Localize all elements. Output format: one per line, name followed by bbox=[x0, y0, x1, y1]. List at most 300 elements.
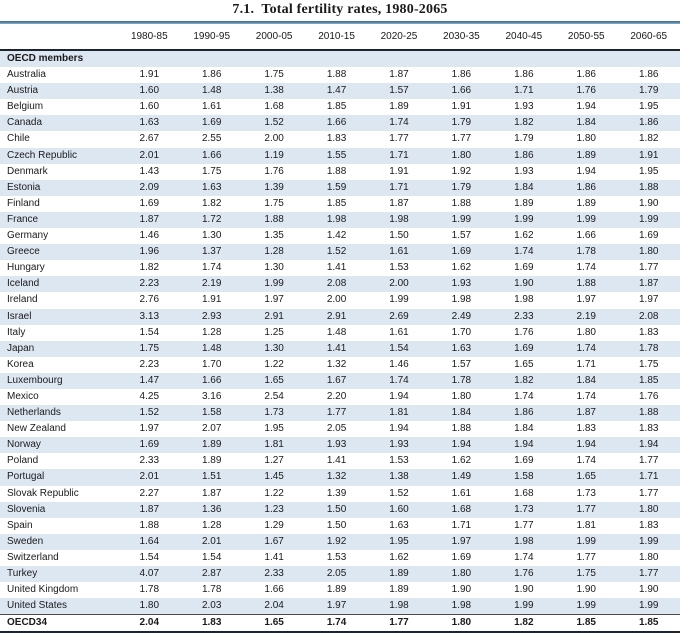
value-cell: 1.73 bbox=[264, 407, 284, 419]
value-cell: 1.80 bbox=[451, 390, 472, 402]
value-cell: 1.83 bbox=[638, 423, 659, 435]
value-cell: 1.22 bbox=[264, 358, 284, 370]
country-name-cell: Finland bbox=[7, 197, 40, 209]
value-cell: 2.09 bbox=[139, 181, 160, 193]
value-cell: 1.86 bbox=[514, 149, 534, 161]
value-cell: 1.58 bbox=[514, 471, 534, 483]
country-name-cell: Belgium bbox=[7, 101, 44, 113]
value-cell: 1.52 bbox=[264, 117, 284, 129]
value-cell: 1.89 bbox=[326, 584, 347, 596]
value-cell: 1.45 bbox=[264, 471, 284, 483]
value-cell: 1.70 bbox=[201, 358, 222, 370]
value-cell: 1.95 bbox=[389, 535, 409, 547]
value-cell: 1.73 bbox=[576, 487, 596, 499]
value-cell: 1.99 bbox=[576, 535, 596, 547]
value-cell: 1.38 bbox=[264, 85, 284, 97]
value-cell: 1.94 bbox=[576, 101, 596, 113]
value-cell: 1.69 bbox=[514, 342, 534, 354]
country-name-cell: Denmark bbox=[7, 165, 48, 177]
country-name-cell: Austria bbox=[7, 85, 39, 97]
table-row bbox=[0, 99, 680, 115]
value-cell: 1.90 bbox=[576, 584, 596, 596]
value-cell: 1.89 bbox=[389, 584, 409, 596]
value-cell: 1.75 bbox=[201, 165, 222, 177]
value-cell: 1.53 bbox=[389, 455, 409, 467]
value-cell: 1.88 bbox=[264, 213, 284, 225]
value-cell: 1.66 bbox=[326, 117, 347, 129]
value-cell: 1.96 bbox=[139, 246, 160, 258]
table-row bbox=[0, 486, 680, 502]
value-cell: 1.98 bbox=[389, 600, 409, 612]
table-row bbox=[0, 276, 680, 292]
country-name-cell: Poland bbox=[7, 455, 39, 467]
value-cell: 1.66 bbox=[201, 374, 222, 386]
table-body bbox=[0, 50, 680, 632]
value-cell: 1.71 bbox=[451, 519, 472, 531]
value-cell: 1.69 bbox=[514, 262, 534, 274]
value-cell: 1.85 bbox=[576, 617, 596, 629]
year-header-row bbox=[0, 24, 680, 50]
table-row bbox=[0, 115, 680, 131]
value-cell: 1.87 bbox=[389, 69, 409, 81]
value-cell: 1.83 bbox=[326, 133, 347, 145]
value-cell: 1.39 bbox=[326, 487, 347, 499]
value-cell: 1.50 bbox=[389, 230, 409, 242]
value-cell: 1.79 bbox=[638, 85, 659, 97]
value-cell: 1.53 bbox=[389, 262, 409, 274]
value-cell: 1.85 bbox=[326, 101, 347, 113]
value-cell: 1.66 bbox=[451, 85, 472, 97]
year-column-header: 2050-55 bbox=[555, 24, 617, 50]
table-row bbox=[0, 437, 680, 453]
value-cell: 1.59 bbox=[326, 181, 347, 193]
value-cell: 1.94 bbox=[576, 439, 596, 451]
value-cell: 2.33 bbox=[139, 455, 160, 467]
table-row bbox=[0, 83, 680, 99]
value-cell: 1.84 bbox=[576, 374, 596, 386]
value-cell: 1.85 bbox=[326, 197, 347, 209]
value-cell: 2.54 bbox=[264, 390, 284, 402]
country-name-cell: Switzerland bbox=[7, 551, 59, 563]
value-cell: 1.76 bbox=[514, 568, 534, 579]
value-cell: 1.71 bbox=[514, 85, 534, 97]
value-cell: 1.95 bbox=[638, 101, 659, 113]
value-cell: 1.87 bbox=[201, 487, 222, 499]
value-cell: 1.97 bbox=[264, 294, 284, 306]
value-cell: 1.88 bbox=[326, 69, 347, 81]
value-cell: 1.90 bbox=[638, 197, 659, 209]
total-row bbox=[0, 615, 680, 633]
value-cell: 1.41 bbox=[326, 342, 347, 354]
value-cell: 1.63 bbox=[201, 181, 222, 193]
value-cell: 1.91 bbox=[451, 101, 472, 113]
value-cell: 1.84 bbox=[514, 423, 534, 435]
value-cell: 3.13 bbox=[139, 310, 160, 322]
value-cell: 1.99 bbox=[389, 294, 409, 306]
value-cell: 1.87 bbox=[576, 407, 596, 419]
value-cell: 1.54 bbox=[139, 326, 160, 338]
value-cell: 1.88 bbox=[638, 181, 659, 193]
value-cell: 1.82 bbox=[514, 617, 534, 629]
value-cell: 1.94 bbox=[514, 439, 534, 451]
value-cell: 1.94 bbox=[451, 439, 472, 451]
value-cell: 1.55 bbox=[326, 149, 347, 161]
value-cell: 1.86 bbox=[514, 407, 534, 419]
value-cell: 1.66 bbox=[201, 149, 222, 161]
value-cell: 1.76 bbox=[638, 390, 659, 402]
country-name-cell: Slovak Republic bbox=[7, 487, 79, 499]
value-cell: 1.89 bbox=[576, 149, 596, 161]
value-cell: 1.75 bbox=[264, 197, 284, 209]
table-row bbox=[0, 228, 680, 244]
value-cell: 2.08 bbox=[326, 278, 347, 290]
value-cell: 1.39 bbox=[264, 181, 284, 193]
value-cell: 1.99 bbox=[576, 213, 596, 225]
value-cell: 1.80 bbox=[576, 326, 596, 338]
value-cell: 1.35 bbox=[264, 230, 284, 242]
value-cell: 1.78 bbox=[451, 374, 472, 386]
country-name-cell: Canada bbox=[7, 117, 43, 129]
value-cell: 1.62 bbox=[451, 455, 472, 467]
value-cell: 1.89 bbox=[514, 197, 534, 209]
value-cell: 4.07 bbox=[139, 568, 160, 579]
value-cell: 1.69 bbox=[201, 117, 222, 129]
value-cell: 1.88 bbox=[139, 519, 160, 531]
value-cell: 2.20 bbox=[326, 390, 347, 402]
value-cell: 3.16 bbox=[201, 390, 222, 402]
value-cell: 1.81 bbox=[576, 519, 596, 531]
value-cell: 1.23 bbox=[264, 503, 284, 515]
value-cell: 1.68 bbox=[264, 101, 284, 113]
value-cell: 1.74 bbox=[389, 374, 409, 386]
value-cell: 1.65 bbox=[264, 374, 284, 386]
value-cell: 1.36 bbox=[201, 503, 222, 515]
value-cell: 1.80 bbox=[576, 133, 596, 145]
value-cell: 1.75 bbox=[264, 69, 284, 81]
value-cell: 1.46 bbox=[139, 230, 160, 242]
value-cell: 1.94 bbox=[638, 439, 659, 451]
value-cell: 1.83 bbox=[638, 519, 659, 531]
country-name-cell: Greece bbox=[7, 246, 40, 258]
table-row bbox=[0, 180, 680, 196]
value-cell: 2.76 bbox=[139, 294, 160, 306]
table-row bbox=[0, 598, 680, 615]
value-cell: 1.93 bbox=[389, 439, 409, 451]
value-cell: 1.90 bbox=[514, 584, 534, 596]
value-cell: 1.91 bbox=[638, 149, 659, 161]
value-cell: 1.65 bbox=[576, 471, 596, 483]
value-cell: 1.52 bbox=[326, 246, 347, 258]
value-cell: 1.77 bbox=[389, 133, 409, 145]
value-cell: 1.28 bbox=[201, 326, 222, 338]
value-cell: 1.27 bbox=[264, 455, 284, 467]
value-cell: 1.98 bbox=[451, 600, 472, 612]
value-cell: 1.69 bbox=[514, 455, 534, 467]
value-cell: 1.32 bbox=[326, 471, 347, 483]
value-cell: 1.87 bbox=[139, 213, 160, 225]
value-cell: 1.71 bbox=[638, 471, 659, 483]
value-cell: 1.91 bbox=[139, 69, 160, 81]
value-cell: 2.07 bbox=[201, 423, 222, 435]
table-row bbox=[0, 292, 680, 308]
value-cell: 1.93 bbox=[326, 439, 347, 451]
value-cell: 4.25 bbox=[139, 390, 160, 402]
value-cell: 1.77 bbox=[638, 262, 659, 274]
value-cell: 1.75 bbox=[576, 568, 596, 579]
value-cell: 2.93 bbox=[201, 310, 222, 322]
value-cell: 1.74 bbox=[576, 342, 596, 354]
country-name-cell: New Zealand bbox=[7, 423, 66, 435]
value-cell: 1.87 bbox=[139, 503, 160, 515]
value-cell: 1.74 bbox=[326, 617, 347, 629]
value-cell: 1.80 bbox=[638, 551, 659, 563]
value-cell: 1.48 bbox=[326, 326, 347, 338]
table-row bbox=[0, 405, 680, 421]
value-cell: 1.25 bbox=[264, 326, 284, 338]
year-column-header: 2060-65 bbox=[617, 24, 680, 50]
value-cell: 1.77 bbox=[514, 519, 534, 531]
value-cell: 2.49 bbox=[451, 310, 472, 322]
value-cell: 2.69 bbox=[389, 310, 409, 322]
value-cell: 2.33 bbox=[514, 310, 534, 322]
value-cell: 1.93 bbox=[514, 101, 534, 113]
value-cell: 1.30 bbox=[264, 262, 284, 274]
value-cell: 1.89 bbox=[389, 568, 409, 579]
value-cell: 1.48 bbox=[201, 342, 222, 354]
value-cell: 1.19 bbox=[264, 149, 284, 161]
year-column-header: 1990-95 bbox=[181, 24, 243, 50]
value-cell: 2.23 bbox=[139, 358, 160, 370]
value-cell: 1.42 bbox=[326, 230, 347, 242]
value-cell: 1.94 bbox=[389, 390, 409, 402]
value-cell: 2.05 bbox=[326, 423, 347, 435]
value-cell: 1.75 bbox=[139, 342, 160, 354]
value-cell: 1.86 bbox=[576, 69, 596, 81]
value-cell: 1.99 bbox=[264, 278, 284, 290]
value-cell: 1.29 bbox=[264, 519, 284, 531]
value-cell: 1.62 bbox=[389, 551, 409, 563]
country-name-cell: Sweden bbox=[7, 535, 44, 547]
value-cell: 1.46 bbox=[389, 358, 409, 370]
value-cell: 1.86 bbox=[514, 69, 534, 81]
year-column-header: 2010-15 bbox=[305, 24, 367, 50]
value-cell: 1.86 bbox=[451, 69, 472, 81]
value-cell: 1.77 bbox=[638, 455, 659, 467]
value-cell: 1.95 bbox=[264, 423, 284, 435]
value-cell: 1.74 bbox=[514, 390, 534, 402]
value-cell: 2.67 bbox=[139, 133, 160, 145]
value-cell: 1.82 bbox=[638, 133, 659, 145]
value-cell: 1.76 bbox=[264, 165, 284, 177]
value-cell: 1.75 bbox=[638, 358, 659, 370]
value-cell: 1.91 bbox=[389, 165, 409, 177]
value-cell: 1.69 bbox=[451, 551, 472, 563]
value-cell: 2.01 bbox=[139, 149, 160, 161]
value-cell: 1.85 bbox=[638, 374, 659, 386]
value-cell: 1.79 bbox=[514, 133, 534, 145]
value-cell: 1.97 bbox=[576, 294, 596, 306]
value-cell: 1.80 bbox=[139, 600, 160, 612]
value-cell: 2.19 bbox=[576, 310, 596, 322]
page-title: 7.1. Total fertility rates, 1980-2065 bbox=[232, 2, 448, 17]
value-cell: 1.77 bbox=[576, 551, 596, 563]
country-name-cell: Estonia bbox=[7, 181, 41, 193]
table-row bbox=[0, 534, 680, 550]
value-cell: 1.37 bbox=[201, 246, 222, 258]
value-cell: 1.97 bbox=[139, 423, 160, 435]
value-cell: 1.57 bbox=[451, 358, 472, 370]
year-column-header: 2040-45 bbox=[493, 24, 555, 50]
value-cell: 1.60 bbox=[389, 503, 409, 515]
table-row bbox=[0, 309, 680, 325]
value-cell: 1.99 bbox=[451, 213, 472, 225]
value-cell: 1.88 bbox=[451, 197, 472, 209]
value-cell: 1.57 bbox=[389, 85, 409, 97]
value-cell: 1.83 bbox=[576, 423, 596, 435]
table-row bbox=[0, 148, 680, 164]
table-row bbox=[0, 373, 680, 389]
year-column-header: 2000-05 bbox=[243, 24, 305, 50]
country-column-header bbox=[0, 24, 118, 50]
value-cell: 1.53 bbox=[326, 551, 347, 563]
country-name-cell: Spain bbox=[7, 519, 33, 531]
value-cell: 1.69 bbox=[638, 230, 659, 242]
value-cell: 1.50 bbox=[326, 519, 347, 531]
value-cell: 2.33 bbox=[264, 568, 284, 579]
value-cell: 2.55 bbox=[201, 133, 222, 145]
table-row bbox=[0, 341, 680, 357]
country-name-cell: Ireland bbox=[7, 294, 38, 306]
country-name-cell: Japan bbox=[7, 342, 35, 354]
value-cell: 1.86 bbox=[638, 117, 659, 129]
value-cell: 1.78 bbox=[201, 584, 222, 596]
value-cell: 1.66 bbox=[264, 584, 284, 596]
value-cell: 1.50 bbox=[326, 503, 347, 515]
value-cell: 1.88 bbox=[451, 423, 472, 435]
country-name-cell: Turkey bbox=[7, 568, 38, 579]
value-cell: 2.01 bbox=[201, 535, 222, 547]
value-cell: 1.74 bbox=[576, 262, 596, 274]
value-cell: 1.70 bbox=[451, 326, 472, 338]
value-cell: 2.00 bbox=[326, 294, 347, 306]
country-name-cell: OECD34 bbox=[7, 617, 48, 629]
group-header-label: OECD members bbox=[7, 53, 84, 64]
value-cell: 1.69 bbox=[139, 197, 160, 209]
value-cell: 1.92 bbox=[451, 165, 472, 177]
value-cell: 1.99 bbox=[576, 600, 596, 612]
value-cell: 1.99 bbox=[638, 213, 659, 225]
value-cell: 1.71 bbox=[389, 181, 409, 193]
value-cell: 1.22 bbox=[264, 487, 284, 499]
value-cell: 1.92 bbox=[326, 535, 347, 547]
value-cell: 1.97 bbox=[451, 535, 472, 547]
value-cell: 1.61 bbox=[451, 487, 472, 499]
value-cell: 2.91 bbox=[326, 310, 347, 322]
country-name-cell: Chile bbox=[7, 133, 30, 145]
value-cell: 1.88 bbox=[638, 407, 659, 419]
table-row bbox=[0, 212, 680, 228]
value-cell: 1.76 bbox=[514, 326, 534, 338]
table-row bbox=[0, 550, 680, 566]
value-cell: 1.89 bbox=[201, 439, 222, 451]
value-cell: 1.79 bbox=[451, 117, 472, 129]
value-cell: 1.69 bbox=[451, 246, 472, 258]
value-cell: 1.99 bbox=[638, 600, 659, 612]
value-cell: 1.88 bbox=[576, 278, 596, 290]
value-cell: 1.79 bbox=[451, 181, 472, 193]
table-row bbox=[0, 357, 680, 373]
value-cell: 1.62 bbox=[451, 262, 472, 274]
country-name-cell: United Kingdom bbox=[7, 584, 79, 596]
country-name-cell: Czech Republic bbox=[7, 149, 78, 161]
value-cell: 1.77 bbox=[451, 133, 472, 145]
value-cell: 1.66 bbox=[576, 230, 596, 242]
value-cell: 1.30 bbox=[201, 230, 222, 242]
value-cell: 1.83 bbox=[201, 617, 222, 629]
value-cell: 1.98 bbox=[451, 294, 472, 306]
value-cell: 1.41 bbox=[326, 262, 347, 274]
value-cell: 2.19 bbox=[201, 278, 222, 290]
table-row bbox=[0, 469, 680, 485]
value-cell: 1.61 bbox=[201, 101, 222, 113]
table-row bbox=[0, 67, 680, 83]
country-name-cell: United States bbox=[7, 600, 68, 612]
value-cell: 1.74 bbox=[201, 262, 222, 274]
value-cell: 1.90 bbox=[514, 278, 534, 290]
value-cell: 1.69 bbox=[139, 439, 160, 451]
country-name-cell: Korea bbox=[7, 358, 34, 370]
fertility-rates-table bbox=[0, 24, 680, 633]
value-cell: 1.84 bbox=[514, 181, 534, 193]
value-cell: 1.47 bbox=[326, 85, 347, 97]
value-cell: 1.77 bbox=[326, 407, 347, 419]
value-cell: 1.74 bbox=[576, 390, 596, 402]
value-cell: 2.23 bbox=[139, 278, 160, 290]
value-cell: 1.78 bbox=[576, 246, 596, 258]
value-cell: 2.87 bbox=[201, 568, 222, 579]
value-cell: 2.91 bbox=[264, 310, 284, 322]
value-cell: 1.81 bbox=[389, 407, 409, 419]
value-cell: 2.27 bbox=[139, 487, 160, 499]
value-cell: 1.80 bbox=[638, 503, 659, 515]
value-cell: 1.63 bbox=[389, 519, 409, 531]
value-cell: 1.74 bbox=[514, 551, 534, 563]
value-cell: 1.28 bbox=[201, 519, 222, 531]
table-row bbox=[0, 244, 680, 260]
value-cell: 1.87 bbox=[389, 197, 409, 209]
value-cell: 1.81 bbox=[264, 439, 284, 451]
value-cell: 1.98 bbox=[326, 213, 347, 225]
value-cell: 1.57 bbox=[451, 230, 472, 242]
value-cell: 1.78 bbox=[139, 584, 160, 596]
value-cell: 1.98 bbox=[514, 535, 534, 547]
value-cell: 1.68 bbox=[451, 503, 472, 515]
value-cell: 1.47 bbox=[139, 374, 160, 386]
value-cell: 1.86 bbox=[576, 181, 596, 193]
value-cell: 1.72 bbox=[201, 213, 222, 225]
value-cell: 1.82 bbox=[514, 117, 534, 129]
value-cell: 1.80 bbox=[451, 149, 472, 161]
table-row bbox=[0, 164, 680, 180]
value-cell: 2.00 bbox=[264, 133, 284, 145]
value-cell: 1.89 bbox=[389, 101, 409, 113]
value-cell: 1.60 bbox=[139, 101, 160, 113]
value-cell: 1.60 bbox=[139, 85, 160, 97]
value-cell: 1.82 bbox=[201, 197, 222, 209]
value-cell: 1.86 bbox=[638, 69, 659, 81]
value-cell: 1.95 bbox=[638, 165, 659, 177]
value-cell: 1.88 bbox=[326, 165, 347, 177]
